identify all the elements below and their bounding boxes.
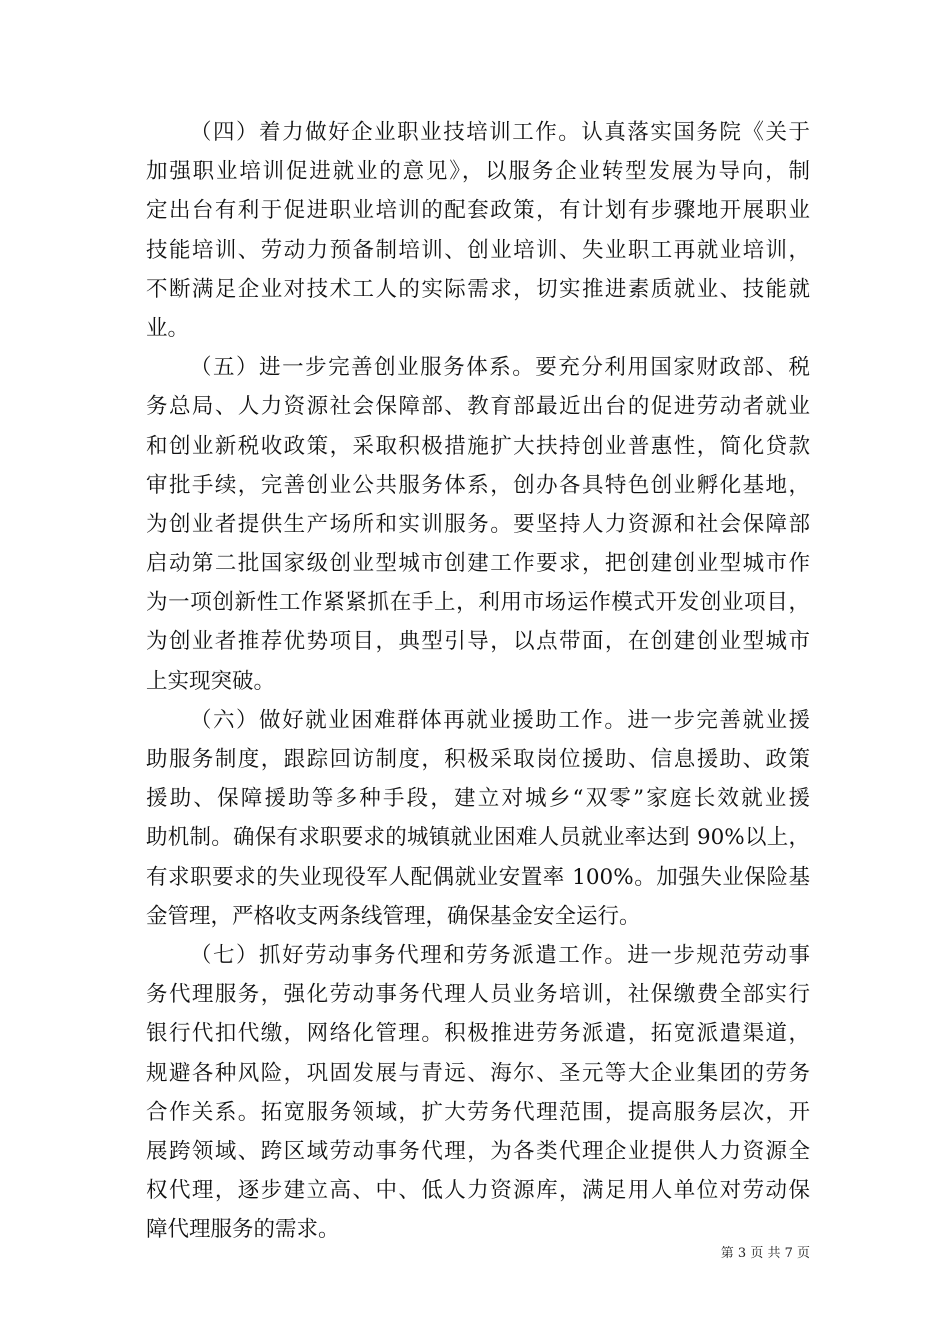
paragraph-line: 务代理服务，强化劳动事务代理人员业务培训，社保缴费全部实行 <box>146 982 810 1008</box>
paragraph-line: 障代理服务的需求。 <box>146 1217 340 1243</box>
paragraph-line: 上实现突破。 <box>146 668 276 694</box>
page-number: 第 3 页 共 7 页 <box>720 1246 810 1261</box>
paragraph-7 <box>146 936 810 1250</box>
paragraph-line: 权代理，逐步建立高、中、低人力资源库，满足用人单位对劳动保 <box>146 1178 810 1204</box>
paragraph-line: 助机制。确保有求职要求的城镇就业困难人员就业率达到 90%以上， <box>146 825 810 851</box>
paragraph-line: 金管理，严格收支两条线管理，确保基金安全运行。 <box>146 903 641 929</box>
paragraph-line: 不断满足企业对技术工人的实际需求，切实推进素质就业、技能就 <box>146 276 810 302</box>
paragraph-line: 展跨领域、跨区域劳动事务代理，为各类代理企业提供人力资源全 <box>146 1138 810 1164</box>
paragraph-5 <box>146 348 810 701</box>
paragraph-line: 助服务制度，跟踪回访制度，积极采取岗位援助、信息援助、政策 <box>146 747 810 772</box>
paragraph-line: 务总局、人力资源社会保障部、教育部最近出台的促进劳动者就业 <box>146 394 810 420</box>
paragraph-line: 援助、保障援助等多种手段，建立对城乡“双零”家庭长效就业援 <box>146 786 810 812</box>
paragraph-line: （五）进一步完善创业服务体系。要充分利用国家财政部、税 <box>190 355 810 381</box>
paragraph-line: 合作关系。拓宽服务领域，扩大劳务代理范围，提高服务层次，开 <box>146 1099 810 1125</box>
paragraph-line: 审批手续，完善创业公共服务体系，创办各具特色创业孵化基地， <box>146 472 810 498</box>
paragraph-line: （七）抓好劳动事务代理和劳务派遣工作。进一步规范劳动事 <box>190 942 810 968</box>
paragraph-line: 规避各种风险，巩固发展与青远、海尔、圣元等大企业集团的劳务 <box>146 1060 810 1086</box>
paragraph-line: 和创业新税收政策，采取积极措施扩大扶持创业普惠性，简化贷款 <box>146 433 810 459</box>
paragraph-line: 银行代扣代缴，网络化管理。积极推进劳务派遣，拓宽派遣渠道， <box>146 1021 810 1047</box>
paragraph-line: 业。 <box>146 315 190 341</box>
paragraph-line: （四）着力做好企业职业技培训工作。认真落实国务院《关于 <box>190 120 810 145</box>
paragraph-line: 为一项创新性工作紧紧抓在手上，利用市场运作模式开发创业项目， <box>146 590 810 616</box>
paragraph-line: 有求职要求的失业现役军人配偶就业安置率 100%。加强失业保险基 <box>146 864 810 890</box>
paragraph-line: 技能培训、劳动力预备制培训、创业培训、失业职工再就业培训， <box>146 237 810 263</box>
document-body <box>146 113 810 1249</box>
paragraph-6 <box>146 701 810 936</box>
paragraph-line: 为创业者提供生产场所和实训服务。要坚持人力资源和社会保障部 <box>146 511 810 537</box>
paragraph-4 <box>146 113 810 348</box>
paragraph-line: （六）做好就业困难群体再就业援助工作。进一步完善就业援 <box>190 707 810 733</box>
paragraph-line: 启动第二批国家级创业型城市创建工作要求，把创建创业型城市作 <box>146 551 810 577</box>
paragraph-line: 加强职业培训促进就业的意见》，以服务企业转型发展为导向，制 <box>146 159 810 185</box>
paragraph-line: 定出台有利于促进职业培训的配套政策，有计划有步骤地开展职业 <box>146 198 810 224</box>
paragraph-line: 为创业者推荐优势项目，典型引导，以点带面，在创建创业型城市 <box>146 629 810 655</box>
